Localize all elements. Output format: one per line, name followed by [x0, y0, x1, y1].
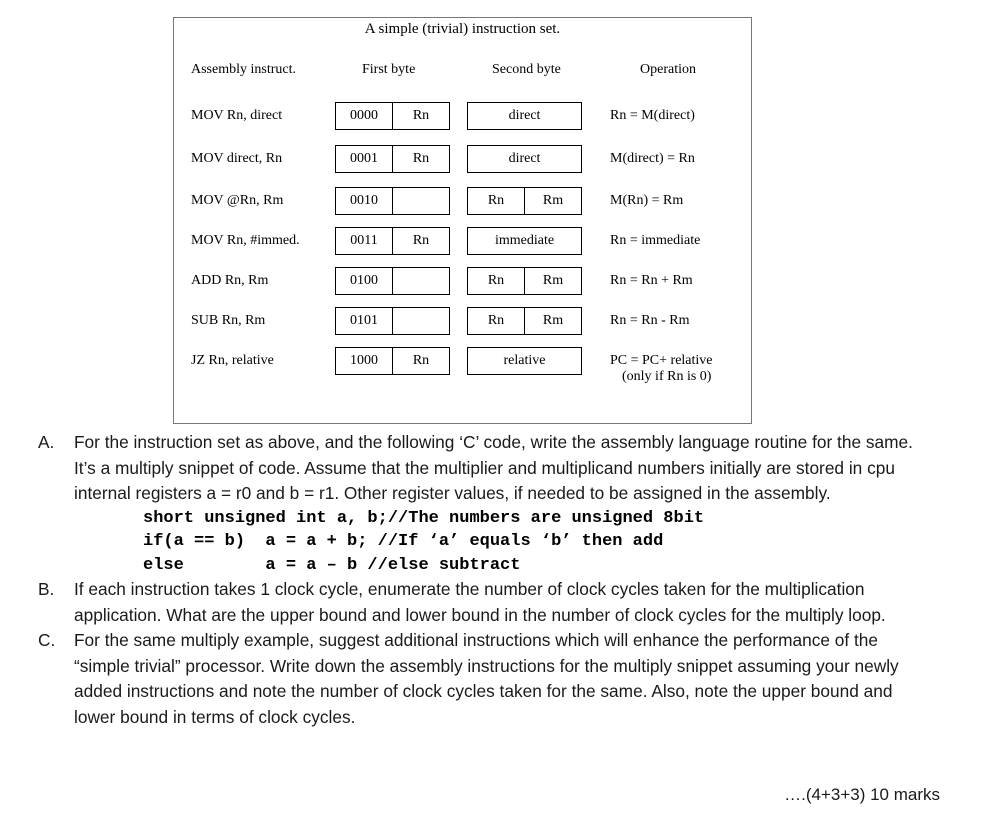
- second-byte-box: [467, 187, 582, 215]
- instruction-name: MOV Rn, #immed.: [191, 233, 300, 248]
- second-byte-cell: Rm: [524, 188, 581, 214]
- register-cell: [392, 308, 449, 334]
- questions: [38, 430, 938, 730]
- question-c: [38, 628, 938, 730]
- second-byte-cell: Rm: [524, 308, 581, 334]
- operation-text: [610, 193, 683, 209]
- opcode-cell: 1000: [350, 353, 378, 368]
- second-byte-box: [467, 347, 582, 375]
- figure-title: A simple (trivial) instruction set.: [364, 21, 561, 37]
- register-cell: [392, 268, 449, 294]
- register-cell: Rn: [392, 228, 449, 254]
- first-byte-box: [335, 102, 450, 130]
- operation-text: [610, 233, 700, 249]
- opcode-cell: 0010: [350, 193, 378, 208]
- operation-line-1: Rn = immediate: [610, 233, 701, 248]
- first-byte-box: [335, 347, 450, 375]
- first-byte-box: [335, 307, 450, 335]
- second-byte-cell: direct: [508, 151, 541, 166]
- opcode-cell: 0011: [350, 233, 378, 248]
- operation-text: [610, 273, 693, 289]
- second-byte-box: [467, 145, 582, 173]
- register-cell: Rn: [392, 103, 449, 129]
- register-cell: [392, 188, 449, 214]
- instruction-row: [174, 267, 751, 297]
- instruction-row: [174, 227, 751, 257]
- second-byte-box: [467, 307, 582, 335]
- instruction-row: [174, 347, 751, 384]
- operation-text: [610, 353, 713, 385]
- second-byte-cell: Rn: [487, 273, 505, 288]
- opcode-cell: 0101: [350, 313, 378, 328]
- header-first-byte: First byte: [362, 62, 416, 77]
- question-b-label: B.: [38, 579, 55, 599]
- second-byte-box: [467, 102, 582, 130]
- opcode-cell: 0001: [350, 151, 378, 166]
- second-byte-box: [467, 227, 582, 255]
- question-b-text: If each instruction takes 1 clock cycle, enumerate the number of clock cycles taken for the multiplication application. What are the upper bound and lower bound in the number of clock cycles for the multiply loop.: [74, 579, 886, 625]
- question-c-label: C.: [38, 630, 56, 650]
- header-second-byte: Second byte: [492, 62, 561, 77]
- code-line-2: if(a == b) a = a + b; //If ‘a’ equals ‘b’ then add: [143, 532, 664, 551]
- instruction-name: ADD Rn, Rm: [191, 273, 269, 288]
- header-operation: Operation: [640, 62, 696, 77]
- instruction-name: MOV direct, Rn: [191, 151, 283, 166]
- instruction-row: [174, 187, 751, 217]
- question-b: [38, 577, 938, 628]
- header-assembly: Assembly instruct.: [191, 62, 296, 77]
- instruction-name: MOV @Rn, Rm: [191, 193, 284, 208]
- register-cell: Rn: [392, 146, 449, 172]
- first-byte-box: [335, 187, 450, 215]
- question-a-label: A.: [38, 432, 55, 452]
- question-a-text: For the instruction set as above, and the following ‘C’ code, write the assembly language routine for the same. It’s a multiply snippet of code. Assume that the multiplier and multiplicand numbers initially are stored in cpu internal registers a = r0 and b = r1. Other register values, if needed to be assigned in the assembly.: [74, 432, 913, 503]
- second-byte-cell: direct: [508, 108, 541, 123]
- operation-text: [610, 313, 689, 329]
- operation-line-1: Rn = M(direct): [610, 108, 695, 123]
- operation-text: [610, 151, 695, 167]
- instruction-row: [174, 145, 751, 175]
- instruction-set-figure: [173, 17, 752, 424]
- second-byte-box: [467, 267, 582, 295]
- register-cell: Rn: [392, 348, 449, 374]
- operation-line-1: Rn = Rn + Rm: [610, 273, 693, 288]
- marks: ….(4+3+3) 10 marks: [784, 785, 940, 804]
- question-a: [38, 430, 938, 507]
- opcode-cell: 0100: [350, 273, 378, 288]
- instruction-row: [174, 307, 751, 337]
- opcode-cell: 0000: [350, 108, 378, 123]
- instruction-name: SUB Rn, Rm: [191, 313, 266, 328]
- instruction-row: [174, 102, 751, 132]
- operation-line-2: (only if Rn is 0): [622, 369, 712, 384]
- operation-text: [610, 108, 695, 124]
- second-byte-cell: immediate: [494, 233, 555, 248]
- operation-line-1: M(direct) = Rn: [610, 151, 695, 166]
- second-byte-cell: Rm: [524, 268, 581, 294]
- second-byte-cell: Rn: [487, 193, 505, 208]
- first-byte-box: [335, 267, 450, 295]
- instruction-name: JZ Rn, relative: [191, 353, 274, 368]
- operation-line-1: PC = PC+ relative: [610, 353, 713, 368]
- second-byte-cell: relative: [503, 353, 546, 368]
- first-byte-box: [335, 227, 450, 255]
- instruction-name: MOV Rn, direct: [191, 108, 283, 123]
- code-line-3: else a = a – b //else subtract: [143, 555, 521, 575]
- second-byte-cell: Rn: [487, 313, 505, 328]
- code-line-1: short unsigned int a, b;//The numbers are unsigned 8bit: [143, 508, 705, 528]
- question-c-text: For the same multiply example, suggest additional instructions which will enhance the performance of the “simple trivial” processor. Write down the assembly instructions for the multiply snippet assuming your newly added instructions and note the number of clock cycles taken for the same. Also, note the upper bound and lower bound in terms of clock cycles.: [74, 630, 899, 727]
- operation-line-1: M(Rn) = Rm: [610, 193, 684, 208]
- first-byte-box: [335, 145, 450, 173]
- operation-line-1: Rn = Rn - Rm: [610, 313, 690, 328]
